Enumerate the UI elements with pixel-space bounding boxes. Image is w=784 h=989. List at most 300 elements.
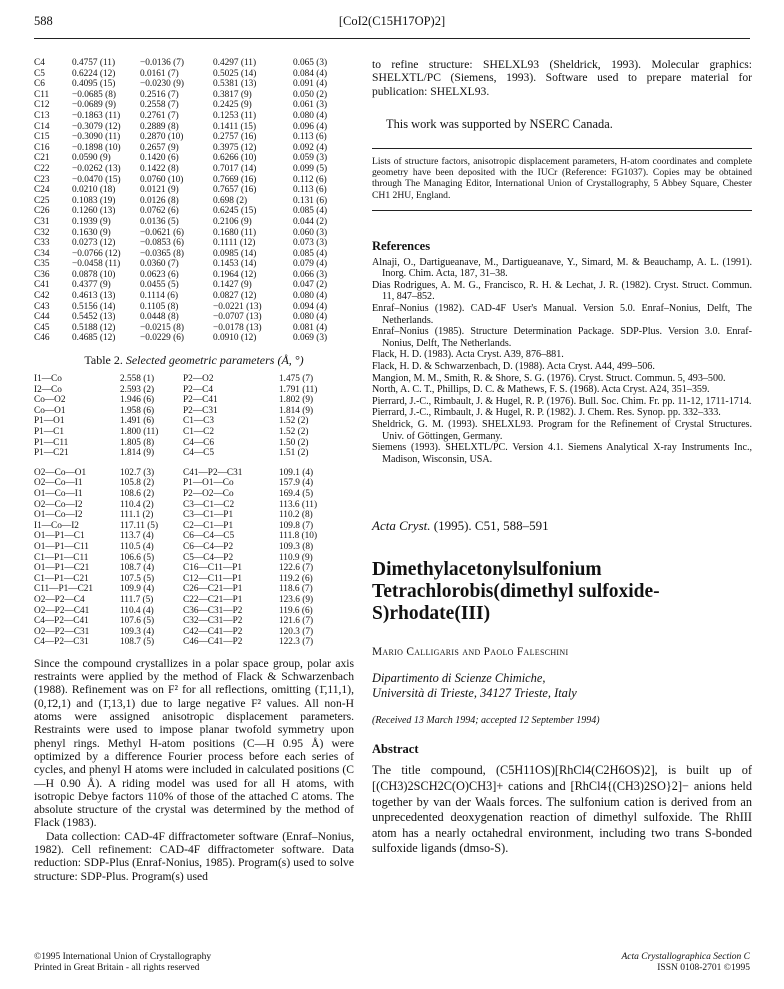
geometry-cell: C32—C31—P2 <box>183 616 243 627</box>
coord-cell: 0.0455 (5) <box>140 280 179 291</box>
coord-cell: 0.0623 (6) <box>140 269 179 280</box>
geometry-cell: 119.2 (6) <box>279 573 313 584</box>
coord-cell: 0.2870 (10) <box>140 132 184 143</box>
coord-row <box>34 100 354 111</box>
coord-cell: C6 <box>34 79 45 90</box>
coord-cell: C44 <box>34 312 50 323</box>
geometry-cell: 111.1 (2) <box>120 510 154 521</box>
bond-row <box>34 448 354 459</box>
bond-row <box>34 395 354 406</box>
coord-cell: 0.698 (2) <box>213 195 248 206</box>
coord-cell: C35 <box>34 259 50 270</box>
coord-cell: 0.1114 (6) <box>140 291 179 302</box>
geometry-cell: 110.9 (9) <box>279 552 313 563</box>
coord-row <box>34 143 354 154</box>
geometry-cell: 2.593 (2) <box>120 384 155 395</box>
coord-cell: −0.0221 (13) <box>213 301 262 312</box>
deposit-rule-top <box>372 148 752 149</box>
coord-cell: 0.3817 (9) <box>213 89 252 100</box>
geometry-cell: O1—P1—C21 <box>34 563 90 574</box>
coord-cell: 0.059 (3) <box>293 153 328 164</box>
geometry-cell: 1.791 (11) <box>279 384 318 395</box>
bond-row <box>34 427 354 438</box>
geometry-cell: P1—C1 <box>34 427 64 437</box>
geometry-cell: 122.3 (7) <box>279 637 314 648</box>
angle-row <box>34 574 354 585</box>
references-list <box>372 257 752 466</box>
geometry-cell: 108.7 (4) <box>120 563 155 574</box>
coord-row <box>34 228 354 239</box>
geometry-cell: O2—Co—O1 <box>34 467 87 478</box>
coord-cell: 0.0760 (10) <box>140 174 184 185</box>
coord-cell: C32 <box>34 227 50 238</box>
angle-row <box>34 542 354 553</box>
intro-continuation: to refine structure: SHELXL93 (Sheldrick, 1993). Molecular graphics: SHELXTL/PC (Siemens, 1993). Software used to prepare material for publication: SHELXL93. <box>372 58 752 98</box>
deposit-rule-bottom <box>372 210 752 211</box>
geometry-cell: C4—C5 <box>183 448 214 459</box>
copyright-notice: ©1995 International Union of Crystallography Printed in Great Britain - all rights reserved <box>34 952 212 973</box>
reference-item: Mangion, M. M., Smith, R. & Shore, S. G. (1976). Cryst. Struct. Commun. 5, 493–500. <box>372 372 726 384</box>
coord-cell: 0.2425 (9) <box>213 100 252 111</box>
coord-row <box>34 312 354 323</box>
coord-cell: C24 <box>34 185 50 196</box>
coord-cell: 0.131 (6) <box>293 195 328 206</box>
coord-cell: 0.5381 (13) <box>213 79 257 90</box>
coord-cell: −0.3079 (12) <box>72 121 121 132</box>
coord-cell: 0.069 (3) <box>293 333 328 344</box>
angle-row <box>34 584 354 595</box>
coord-cell: 0.081 (4) <box>293 322 328 333</box>
coord-row <box>34 196 354 207</box>
coord-cell: 0.0762 (6) <box>140 206 179 217</box>
angle-row <box>34 521 354 532</box>
coord-cell: 0.096 (4) <box>293 121 328 132</box>
coord-cell: 0.0210 (18) <box>72 185 116 196</box>
coord-cell: 0.080 (4) <box>293 110 328 121</box>
coord-cell: 0.1411 (15) <box>213 121 257 132</box>
coord-cell: C13 <box>34 110 50 121</box>
geometry-cell: 111.7 (5) <box>120 594 154 605</box>
coord-cell: 0.6224 (12) <box>72 68 116 79</box>
running-title: [CoI2(C15H17OP)2] <box>338 14 446 28</box>
coord-row <box>34 111 354 122</box>
journal-footer: Acta Crystallographica Section C ISSN 0108-2701 ©1995 <box>621 952 750 973</box>
coord-cell: C4 <box>34 58 45 68</box>
reference-item: Enraf–Nonius (1985). Structure Determination Package. SDP-Plus. Version 3.0. Enraf-Nonius, Delft, The Netherlands. <box>372 326 752 349</box>
coord-cell: 0.1427 (9) <box>213 280 252 291</box>
reference-item: Pierrard, J.-C., Rimbault, J. & Hugel, R. P. (1982). J. Chem. Res. Synop. pp. 332–333. <box>372 407 721 419</box>
geometry-cell: 109.8 (7) <box>279 520 314 531</box>
coord-cell: −0.0766 (12) <box>72 248 121 259</box>
coord-cell: C36 <box>34 269 50 280</box>
geometry-cell: 1.475 (7) <box>279 374 314 385</box>
coord-cell: 0.7017 (14) <box>213 163 257 174</box>
geometry-cell: C2—C1—P1 <box>183 520 234 531</box>
geometry-cell: 169.4 (5) <box>279 488 314 499</box>
coord-cell: 0.1105 (8) <box>140 301 179 312</box>
coord-row <box>34 58 354 69</box>
header-rule <box>34 38 750 39</box>
table2-caption: Table 2. Selected geometric parameters (Å, °) <box>84 353 304 368</box>
geometry-cell: I1—Co <box>34 374 62 385</box>
coord-cell: C31 <box>34 216 50 227</box>
geometry-cell: P1—C21 <box>34 448 69 459</box>
coord-cell: C46 <box>34 333 50 344</box>
geometry-cell: C26—C21—P1 <box>183 584 243 595</box>
coord-row <box>34 302 354 313</box>
coord-cell: −0.0689 (9) <box>72 100 116 111</box>
coord-cell: 0.112 (6) <box>293 174 327 185</box>
reference-item: Enraf–Nonius (1982). CAD-4F User's Manual. Version 5.0. Enraf–Nonius, Delft, The Netherlands. <box>372 303 752 326</box>
geometry-cell: 106.6 (5) <box>120 552 155 563</box>
coord-cell: 0.1939 (9) <box>72 216 111 227</box>
geometry-cell: C4—P2—C31 <box>34 637 89 648</box>
coord-cell: 0.073 (3) <box>293 238 328 249</box>
coord-cell: C33 <box>34 238 50 249</box>
paragraph-refinement: Since the compound crystallizes in a polar space group, polar axis restraints were applied by the method of Flack & Schwarzenbach (1988). Refinement was on F² for all reflections, omitting (1̄,11,1), (0,1̄2,1) and (1̄,13,1) due to large negative F² values. All non-H atoms were assigned anisotropic displacement parameters. Restraints were used to impose planar twofold symmetry upon phenyl rings. Methyl H-atom positions (C—H 0.95 Å) were optimized by a difference Fourier process before each series of cycles, and phenyl H atoms were included in calculated positions (C—H 0.90 Å). A riding model was used for all H atoms, with isotropic Debye factors 110% of those of the attached C atoms. The absolute structure of the crystal was determined by the method of Flack (1983). <box>34 656 354 830</box>
coord-cell: 0.6266 (10) <box>213 153 257 164</box>
angle-row <box>34 637 354 648</box>
geometry-cell: 1.800 (11) <box>120 427 159 437</box>
coord-row <box>34 185 354 196</box>
coord-cell: −0.3090 (11) <box>72 132 121 143</box>
coord-cell: 0.2761 (7) <box>140 110 179 121</box>
geometry-cell: C1—C2 <box>183 427 214 437</box>
geometry-cell: 120.3 (7) <box>279 626 314 637</box>
coord-cell: 0.050 (2) <box>293 89 328 100</box>
geometry-cell: 1.50 (2) <box>279 437 309 448</box>
coord-cell: −0.0215 (8) <box>140 322 184 333</box>
paragraph-data-collection: Data collection: CAD-4F diffractometer software (Enraf–Nonius, 1982). Cell refinement: CAD-4F diffractometer software. Data reduction: SDP-Plus (Enraf-Nonius, 1985). Program(s) used to solve structure: SDP-Plus. Program(s) used <box>34 829 354 883</box>
reference-item: Siemens (1993). SHELXTL/PC. Version 4.1. Siemens Analytical X-ray Instruments Inc., Madison, Wisconsin, USA. <box>372 442 752 465</box>
geometry-cell: Co—O2 <box>34 395 66 406</box>
angle-row <box>34 531 354 542</box>
geometry-cell: 1.802 (9) <box>279 395 314 406</box>
geometry-cell: 1.52 (2) <box>279 416 309 427</box>
geometry-cell: C1—P1—C21 <box>34 573 89 584</box>
coord-cell: 0.5156 (14) <box>72 301 116 312</box>
geometry-cell: O1—P1—C1 <box>34 531 85 542</box>
left-body-text <box>34 657 354 883</box>
geometry-cell: 122.6 (7) <box>279 563 314 574</box>
geometry-cell: O2—Co—I2 <box>34 499 83 510</box>
geometry-cell: 105.8 (2) <box>120 478 155 489</box>
geometry-cell: 110.5 (4) <box>120 541 154 552</box>
geometry-cell: 1.491 (6) <box>120 416 155 427</box>
coord-row <box>34 175 354 186</box>
coord-cell: 0.6245 (15) <box>213 206 257 217</box>
coord-cell: 0.084 (4) <box>293 68 328 79</box>
coord-cell: 0.1422 (8) <box>140 163 179 174</box>
coord-cell: −0.0365 (8) <box>140 248 184 259</box>
geometry-cell: P1—O1—Co <box>183 478 234 489</box>
geometry-cell: C3—C1—P1 <box>183 510 234 521</box>
coord-row <box>34 79 354 90</box>
geometry-cell: 109.9 (4) <box>120 584 155 595</box>
coord-cell: −0.0229 (6) <box>140 333 184 344</box>
coord-row <box>34 69 354 80</box>
geometry-cell: C1—C3 <box>183 416 214 427</box>
coord-cell: 0.085 (4) <box>293 206 328 217</box>
coord-cell: 0.061 (3) <box>293 100 328 111</box>
geometry-cell: 108.6 (2) <box>120 488 155 499</box>
geometry-cell: Co—O1 <box>34 405 66 416</box>
coord-cell: 0.2757 (16) <box>213 132 257 143</box>
geometry-cell: 119.6 (6) <box>279 605 313 616</box>
coord-cell: 0.091 (4) <box>293 79 328 90</box>
coord-cell: C16 <box>34 142 50 153</box>
geometry-cell: 102.7 (3) <box>120 467 155 478</box>
geometry-cell: O1—P1—C11 <box>34 541 89 552</box>
geometry-cell: 157.9 (4) <box>279 478 314 489</box>
geometry-cell: 109.3 (4) <box>120 626 155 637</box>
geometry-cell: O1—Co—I2 <box>34 510 83 521</box>
geometry-cell: 1.946 (6) <box>120 395 155 406</box>
coord-cell: C22 <box>34 163 50 174</box>
reference-item: Flack, H. D. (1983). Acta Cryst. A39, 876–881. <box>372 349 564 361</box>
angle-row <box>34 478 354 489</box>
coord-cell: −0.0685 (8) <box>72 89 116 100</box>
geometry-cell: 108.7 (5) <box>120 637 155 648</box>
bond-row <box>34 374 354 385</box>
coord-cell: 0.2516 (7) <box>140 89 179 100</box>
bond-row <box>34 385 354 396</box>
authors: Mario Calligaris and Paolo Faleschini <box>372 646 569 659</box>
coord-cell: 0.4095 (15) <box>72 79 116 90</box>
coord-row <box>34 217 354 228</box>
page-header <box>34 14 750 32</box>
coord-cell: 0.0878 (10) <box>72 269 116 280</box>
coord-cell: 0.0136 (5) <box>140 216 179 227</box>
coord-cell: 0.2558 (7) <box>140 100 179 111</box>
coord-cell: 0.044 (2) <box>293 216 328 227</box>
received-dates: (Received 13 March 1994; accepted 12 September 1994) <box>372 715 600 727</box>
geometry-cell: O2—Co—I1 <box>34 478 83 489</box>
coord-cell: C26 <box>34 206 50 217</box>
coord-cell: 0.099 (5) <box>293 163 328 174</box>
geometry-cell: O2—P2—C4 <box>34 594 85 605</box>
coord-cell: 0.1111 (12) <box>213 238 256 249</box>
coord-cell: 0.3975 (12) <box>213 142 257 153</box>
coord-row <box>34 238 354 249</box>
coord-cell: 0.0360 (7) <box>140 259 179 270</box>
geometry-cell: 110.4 (2) <box>120 499 154 510</box>
coord-cell: 0.085 (4) <box>293 248 328 259</box>
coord-cell: 0.094 (4) <box>293 301 328 312</box>
coord-row <box>34 323 354 334</box>
angle-row <box>34 553 354 564</box>
geometry-cell: 111.8 (10) <box>279 531 318 542</box>
reference-item: Sheldrick, G. M. (1993). SHELXL93. Program for the Refinement of Crystal Structures. Univ. of Göttingen, Germany. <box>372 419 752 442</box>
geometry-cell: 109.1 (4) <box>279 467 314 478</box>
geometry-cell: C22—C21—P1 <box>183 594 243 605</box>
coord-cell: 0.1083 (19) <box>72 195 116 206</box>
abstract-text: The title compound, (C5H11OS)[RhCl4(C2H6OS)2], is built up of [(CH3)2SCH2C(O)CH3]+ cations and [RhCl4{(CH3)2SO}2]− anions held together by van der Waals forces. The sulfonium cation is derived from an unprecedented deoxygenation reaction of dimethyl sulfoxide. The RhIII atom has a nearly octahedral environment, including two trans S-bonded sulfoxide ligands (dmso-S). <box>372 763 752 856</box>
coord-cell: 0.080 (4) <box>293 291 328 302</box>
geometry-cell: O1—Co—I1 <box>34 488 83 499</box>
geometry-cell: C5—C4—P2 <box>183 552 234 563</box>
geometry-cell: 113.6 (11) <box>279 499 318 510</box>
geometry-cell: P1—O1 <box>34 416 65 427</box>
coord-cell: 0.092 (4) <box>293 142 328 153</box>
affiliation: Dipartimento di Scienze Chimiche, Università di Trieste, 34127 Trieste, Italy <box>372 671 577 701</box>
coord-cell: 0.7657 (16) <box>213 185 257 196</box>
geometry-table <box>34 374 354 648</box>
geometry-cell: 1.805 (8) <box>120 437 155 448</box>
geometry-cell: C3—C1—C2 <box>183 499 235 510</box>
coord-cell: 0.5188 (12) <box>72 322 116 333</box>
reference-item: Dias Rodrigues, A. M. G., Francisco, R. H. & Lechat, J. R. (1982). Cryst. Struct. Commun. 11, 847–852. <box>372 279 752 303</box>
geometry-cell: 1.958 (6) <box>120 405 155 416</box>
coord-cell: 0.0121 (9) <box>140 185 179 196</box>
coord-cell: C42 <box>34 291 50 302</box>
coord-cell: 0.2106 (9) <box>213 216 252 227</box>
coord-cell: C15 <box>34 132 50 143</box>
coord-cell: 0.0126 (8) <box>140 195 179 206</box>
coord-cell: 0.2889 (8) <box>140 121 179 132</box>
coord-row <box>34 122 354 133</box>
coord-cell: C12 <box>34 100 50 111</box>
geometry-cell: 118.6 (7) <box>279 584 313 595</box>
geometry-cell: P2—O2—Co <box>183 488 234 499</box>
geometry-cell: 107.6 (5) <box>120 616 155 627</box>
coord-cell: C5 <box>34 68 45 79</box>
coord-cell: C43 <box>34 301 50 312</box>
geometry-cell: I1—Co—I2 <box>34 520 79 531</box>
coord-cell: 0.080 (4) <box>293 312 328 323</box>
coord-cell: 0.0910 (12) <box>213 333 257 344</box>
deposition-notice: Lists of structure factors, anisotropic displacement parameters, H-atom coordinates and complete geometry have been deposited with the IUCr (Reference: FG1037). Copies may be obtained through The Managing Editor, International Union of Crystallography, 5 Abbey Square, Chester CH1 2HU, England. <box>372 155 752 201</box>
coord-cell: C21 <box>34 153 50 164</box>
geometry-cell: C4—C6 <box>183 437 214 448</box>
coord-cell: 0.4613 (13) <box>72 291 116 302</box>
angle-row <box>34 468 354 479</box>
coord-cell: 0.1453 (14) <box>213 259 257 270</box>
angle-row <box>34 616 354 627</box>
coord-row <box>34 249 354 260</box>
coord-cell: 0.0590 (9) <box>72 153 111 164</box>
references-heading: References <box>372 238 431 253</box>
geometry-cell: C6—C4—P2 <box>183 541 234 552</box>
angle-row <box>34 510 354 521</box>
geometry-cell: I2—Co <box>34 384 62 395</box>
acknowledgement: This work was supported by NSERC Canada. <box>386 116 613 131</box>
coord-row <box>34 206 354 217</box>
coord-row <box>34 90 354 101</box>
geometry-cell: 123.6 (9) <box>279 594 314 605</box>
angle-row <box>34 595 354 606</box>
page-number: 588 <box>34 14 53 28</box>
geometry-cell: 1.814 (9) <box>279 405 314 416</box>
geometry-cell: C41—P2—C31 <box>183 467 243 478</box>
coord-cell: 0.4685 (12) <box>72 333 116 344</box>
geometry-cell: C42—C41—P2 <box>183 626 243 637</box>
coord-cell: −0.0853 (6) <box>140 238 184 249</box>
coord-cell: 0.1680 (11) <box>213 227 257 238</box>
geometry-cell: C1—P1—C11 <box>34 552 89 563</box>
geometry-cell: 110.4 (4) <box>120 605 154 616</box>
geometry-cell: C11—P1—C21 <box>34 584 94 595</box>
geometry-cell: 110.2 (8) <box>279 510 313 521</box>
geometry-cell: 113.7 (4) <box>120 531 154 542</box>
coord-cell: −0.0136 (7) <box>140 58 184 68</box>
coord-row <box>34 333 354 344</box>
coord-cell: 0.047 (2) <box>293 280 328 291</box>
coord-cell: 0.066 (3) <box>293 269 328 280</box>
coord-cell: 0.4757 (11) <box>72 58 116 68</box>
geometry-cell: 1.814 (9) <box>120 448 155 459</box>
coord-row <box>34 270 354 281</box>
bond-row <box>34 406 354 417</box>
abstract-heading: Abstract <box>372 742 419 757</box>
bond-row <box>34 438 354 449</box>
coord-cell: −0.0230 (9) <box>140 79 184 90</box>
coord-cell: 0.5025 (14) <box>213 68 257 79</box>
coord-cell: 0.1420 (6) <box>140 153 179 164</box>
coord-row <box>34 164 354 175</box>
coord-cell: 0.113 (6) <box>293 185 327 196</box>
coord-cell: 0.065 (3) <box>293 58 328 68</box>
geometry-cell: P2—O2 <box>183 374 214 385</box>
coord-row <box>34 280 354 291</box>
angle-row <box>34 489 354 500</box>
coord-cell: 0.0985 (14) <box>213 248 257 259</box>
geometry-cell: C12—C11—P1 <box>183 573 243 584</box>
geometry-cell: C4—P2—C41 <box>34 616 89 627</box>
geometry-cell: 1.51 (2) <box>279 448 309 459</box>
article-citation: Acta Cryst. (1995). C51, 588–591 <box>372 518 549 534</box>
coord-cell: −0.1898 (10) <box>72 142 121 153</box>
geometry-cell: P2—C31 <box>183 405 218 416</box>
coord-cell: −0.0262 (13) <box>72 163 121 174</box>
coord-cell: C11 <box>34 89 50 100</box>
coord-cell: 0.079 (4) <box>293 259 328 270</box>
geometry-cell: 107.5 (5) <box>120 573 155 584</box>
geometry-cell: 117.11 (5) <box>120 520 159 531</box>
geometry-cell: O2—P2—C31 <box>34 626 90 637</box>
geometry-cell: O2—P2—C41 <box>34 605 90 616</box>
coord-cell: 0.4377 (9) <box>72 280 111 291</box>
coord-cell: C25 <box>34 195 50 206</box>
geometry-cell: C6—C4—C5 <box>183 531 235 542</box>
bond-row <box>34 416 354 427</box>
coord-cell: C14 <box>34 121 50 132</box>
coord-cell: −0.0178 (13) <box>213 322 262 333</box>
angle-row <box>34 500 354 511</box>
geometry-cell: 121.6 (7) <box>279 616 314 627</box>
geometry-cell: P2—C4 <box>183 384 213 395</box>
coord-row <box>34 132 354 143</box>
coord-cell: 0.1964 (12) <box>213 269 257 280</box>
coord-cell: C45 <box>34 322 50 333</box>
coord-cell: C23 <box>34 174 50 185</box>
angle-row <box>34 563 354 574</box>
angle-row <box>34 627 354 638</box>
paper-title: Dimethylacetonylsulfonium Tetrachlorobis(dimethyl sulfoxide-S)rhodate(III) <box>372 559 660 625</box>
coord-cell: 0.060 (3) <box>293 227 328 238</box>
coord-cell: 0.1260 (13) <box>72 206 116 217</box>
coord-cell: 0.0827 (12) <box>213 291 257 302</box>
coord-row <box>34 291 354 302</box>
coord-cell: 0.1253 (11) <box>213 110 257 121</box>
coord-cell: 0.113 (6) <box>293 132 327 143</box>
coord-cell: −0.0707 (13) <box>213 312 262 323</box>
table-spacer <box>34 459 354 468</box>
coord-cell: C41 <box>34 280 50 291</box>
geometry-cell: C16—C11—P1 <box>183 563 243 574</box>
coord-cell: 0.0448 (8) <box>140 312 179 323</box>
coord-cell: −0.0621 (6) <box>140 227 184 238</box>
